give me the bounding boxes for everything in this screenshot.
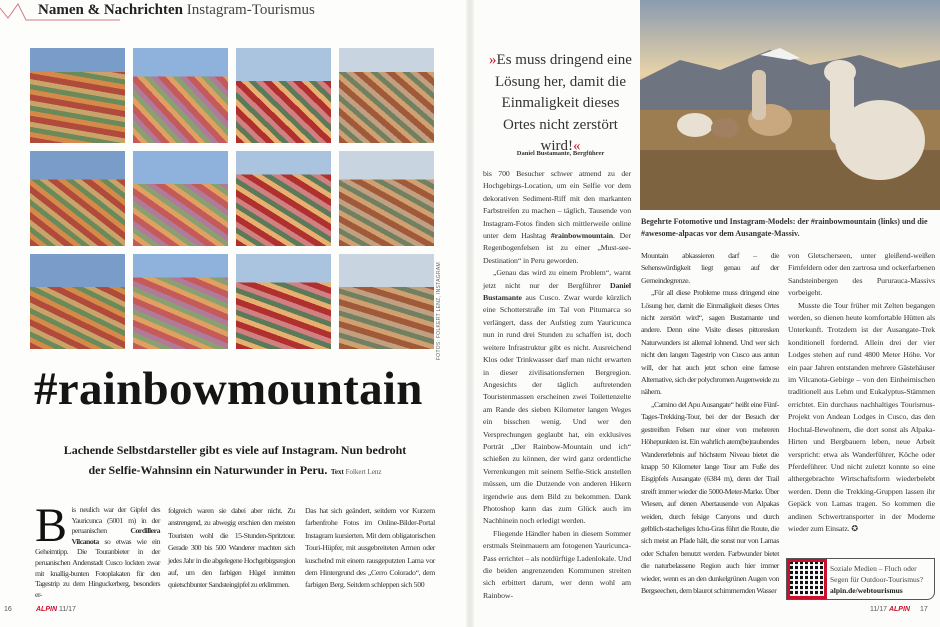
alpaca-photo [640, 0, 940, 210]
body-column-1 [35, 499, 160, 600]
text-run: „Camino del Apu Ausangate“ heißt eine Fünf-Tages-Trekking-Tour, bei der der Besuch der gestreiften Felsen nur einer von mehreren Höhepunkten ist. Ein wahrlich atem(be)raubendes Wandererlebnis auf höchstem Niveau bietet die knapp 50 Kilometer lange Tour am Fuße des Eisgipfels Ausangate (6384 m), denn der Trail streift immer wieder die 5000-Meter-Marke. Über Wiesen, auf denen Abertausende von Alpakas weiden, durch felsige Canyons und durch gelblich-stacheliges Ichu-Gras führt die Route, die sich meist an Pfade hält, die sonst nur von Lamas oder Schafen benutzt werden. Farbwunder bietet die naturbelassene Region auch hier immer wieder, wenn es an den dunkelgrünen Augen von Bergseechen, dem blaurot schimmernden Wasser [641, 399, 779, 595]
instagram-photo [133, 151, 228, 246]
issue-number-right: 11/17 [870, 606, 887, 613]
paragraph [788, 300, 935, 536]
instagram-photo [339, 151, 434, 246]
body-column-6 [788, 250, 935, 535]
text-run: . Der Regenbogenfelsen ist zu einer „Must-see-Destination“ in Peru geworden. [483, 231, 631, 265]
drop-cap: B [35, 499, 67, 552]
qr-code[interactable] [790, 562, 824, 596]
instagram-photo [30, 48, 125, 143]
paragraph [641, 250, 779, 287]
photo-credit: FOTOS: FOLKERT LENZ, INSTAGRAM [436, 262, 442, 361]
body-column-3 [305, 505, 435, 592]
qr-promo-box[interactable] [786, 558, 935, 600]
text-run: „Genau das wird zu einem Problem“, warnt jetzt nicht nur der Bergführer [483, 268, 631, 290]
bold-text: Daniel Bustamante [483, 280, 631, 303]
photo-caption: Begehrte Fotomotive und Instagram-Models: der #rainbowmountain (links) und die #awesome-alpacas vor dem Ausangate-Massiv. [641, 217, 928, 238]
subtitle-line-1: Lachende Selbstdarsteller gibt es viele auf Instagram. Nun bedroht [63, 443, 407, 457]
section-name: Namen & Nachrichten [38, 2, 183, 18]
body-column-4 [483, 168, 631, 602]
text-run: so etwas wie ein Geheimtipp. Die Touranbieter in der peruanischen Andenstadt Cusco lockten zwar mit knallig-bunten Fotoplakaten für den Tagestrip zu dem Hinguckerberg, besonders er- [35, 536, 160, 599]
instagram-photo [30, 151, 125, 246]
paragraph [483, 168, 631, 267]
quote-text: Es muss dringend eine Lösung her, damit die Einmaligkeit dieses Ortes nicht zerstört wird! [494, 52, 632, 154]
issue-number: 11/17 [58, 606, 76, 613]
instagram-photo [339, 48, 434, 143]
instagram-photo [339, 254, 434, 349]
body-column-5 [641, 250, 779, 597]
paragraph [305, 505, 435, 592]
pull-quote [488, 50, 633, 158]
byline [327, 468, 381, 476]
quote-open-mark: » [489, 52, 497, 68]
section-header [38, 2, 315, 19]
qr-promo-text [830, 563, 923, 596]
quote-close-mark: « [573, 138, 581, 154]
section-topic: Instagram-Tourismus [186, 2, 315, 18]
instagram-photo [133, 48, 228, 143]
byline-author: Folkert Lenz [345, 468, 382, 476]
text-run: folgreich waren sie dabei aber nicht. Zu anstrengend, zu abwegig erschien den meisten Touristen wohl die 15-Stunden-Spritztour. Gerade 300 bis 500 Wanderer machten sich jedes Jahr in die abgelegene Hochgebirgsregion auf, um den farbigen Hügel inmitten quietschbunter Sandsteingipfel zu erklimmen. [168, 506, 295, 590]
instagram-photo [133, 254, 228, 349]
qr-link[interactable]: alpin.de/webtourismus [830, 585, 903, 595]
instagram-photo-grid [30, 48, 434, 349]
paragraph [641, 287, 779, 399]
text-run: bis 700 Besucher schwer atmend zu der Hochgebirgs-Location, um ein Selfie vor dem dekorativen Sediment-Riff mit den markanten Farbstreifen zu machen – täglich. Tausende von Instagram-Fotos finden sich mittlerweile online unter dem Hashtag [483, 169, 631, 241]
byline-label: Text [330, 468, 344, 476]
text-run: Das hat sich geändert, seitdem vor Kurzem farbenfrohe Fotos im Online-Bilder-Portal Instagram kursierten. Mit dem obligatorischen Touri-Hüpfer, mit ausgebreiteten Armen oder kuschelnd mit einem rausgeputzten Lama vor dem Hintergrund des „Cerro Colorado“, dem farbigen Berg. Seitdem schleppen sich 500 [305, 506, 435, 590]
article-title: #rainbowmountain [34, 363, 423, 415]
text-run: von Gletscherseen, unter gleißend-weißen Firnfeldern oder den zartrosa und ockerfarbenen Sandsteinbergen des Pururauca-Massivs vorbeigeht. [788, 251, 935, 298]
text-run: is neulich war der Gipfel des Yauricunca (5001 m) in der peruanischen [71, 505, 160, 536]
footer-brand-left [36, 606, 76, 613]
instagram-photo [30, 254, 125, 349]
qr-line-2: Segen für Outdoor-Tourismus? [830, 574, 924, 584]
instagram-photo [236, 48, 331, 143]
page-gutter [466, 0, 474, 627]
text-run: Mountain abkassieren darf – die Sehenswürdigkeit liegt genau auf der Gemeindegrenze. [641, 251, 779, 285]
instagram-photo [236, 151, 331, 246]
alpin-logo: ALPIN [36, 606, 57, 613]
paragraph [168, 505, 295, 592]
bold-text: Cordillera Vilcanota [71, 526, 160, 546]
paragraph [483, 528, 631, 602]
instagram-photo [236, 254, 331, 349]
text-run: Musste die Tour früher mit Zelten begangen werden, so dienen heute komfortable Hütten als Unterkunft. Trotzdem ist der Ausangate-Trek konditionell fordernd. Allein drei der vier Lodges stehen auf rund 4800 Meter Höhe. Vor ein paar Jahren entstanden mehrere Gästehäuser im Vilcanota-Gebirge – von den Einheimischen traditionell aus Lehm und Eukalyptus-Stämmen errichtet. Ein durchaus nachhaltiges Tourismus-Projekt von Andean Lodges in Cusco, das den Hochtal-Bewohnern, die dort sonst als Alpaka-Hirten und Bergbauern leben, neue Arbeit verspricht: etwa als Wanderführer, Köche oder Pferdeführer. Und nicht zuletzt konnte so eine althergebrachte Wirtschaftsform wiederbelebt werden. Denn die Trekking-Gruppen lassen ihr Gepäck von Lamas tragen. So kommen die andinen Schwertransporter in der Moderne wieder zum Einsatz. ✪ [788, 300, 935, 533]
subtitle-line-2-row [15, 460, 455, 482]
text-run: Fliegende Händler haben in diesem Sommer erstmals Steinmauern am fotogenen Yauricunca-Pass errichtet – als notdürftige Ladenlokale. Und die beiden angrenzenden Kommunen streiten sich erbittert darum, wer denn wohl am Rainbow- [483, 528, 631, 600]
quote-attribution: Daniel Bustamante, Bergführer [516, 150, 605, 157]
paragraph [788, 250, 935, 300]
page-number-right: 17 [920, 606, 928, 613]
alpin-logo-right: ALPIN [888, 606, 910, 613]
paragraph [641, 399, 779, 598]
article-subtitle [15, 440, 455, 482]
qr-line-1: Soziale Medien – Fluch oder [830, 563, 917, 573]
body-column-2 [168, 505, 295, 592]
subtitle-line-2: der Selfie-Wahnsinn ein Naturwunder in Peru. [88, 463, 328, 477]
text-run: aus Cusco. Zwar wurde kürzlich eine Schotterstraße im Tal von Pitumarca so verlängert, dass der Aufstieg zum Yauricunca nun in rund drei Stunden zu schaffen ist, doch weitere Infrastruktur gibt es nicht. Ausreichend Klos oder Trinkwasser darf man nicht erwarten in dieser zivilisationsfernen Bergregion. Angesichts der täglich auftretenden Touristenmassen erscheinen zwei Toilettenzelte am Rande des sieben Kilometer langen Weges ein bisschen wenig. Und wer den Versprechungen geglaubt hat, ein exklusives Porträt „Der Rainbow-Mountain und ich“ schießen zu können, der wird ganz ordentliche Verrenkungen mit seinem Selfie-Stick anstellen müssen, um die Dutzende von anderen Hikern irgendwie aus dem Bild zu bekommen. Dank Photoshop kann das zum Glück auch im Nachhinein noch erledigt werden. [483, 293, 631, 526]
bold-text: #rainbowmountain [550, 231, 613, 241]
paragraph [483, 267, 631, 528]
footer-brand-right [870, 606, 910, 613]
text-run: „Für all diese Probleme muss dringend eine Lösung her, damit die Einmaligkeit dieses Ortes nicht zerstört wird“, sagen Bustamante und andere. Denn eine Visite dieses pittoresken Naturwunders ist allemal lohnend. Und wer sich nicht den langen Tagestrip von Cusco aus antun will, der hat auch jetzt schon eine famose Alternative, sich der polychromen Augenweide zu nähern. [641, 288, 779, 397]
page-number-left: 16 [4, 606, 12, 613]
